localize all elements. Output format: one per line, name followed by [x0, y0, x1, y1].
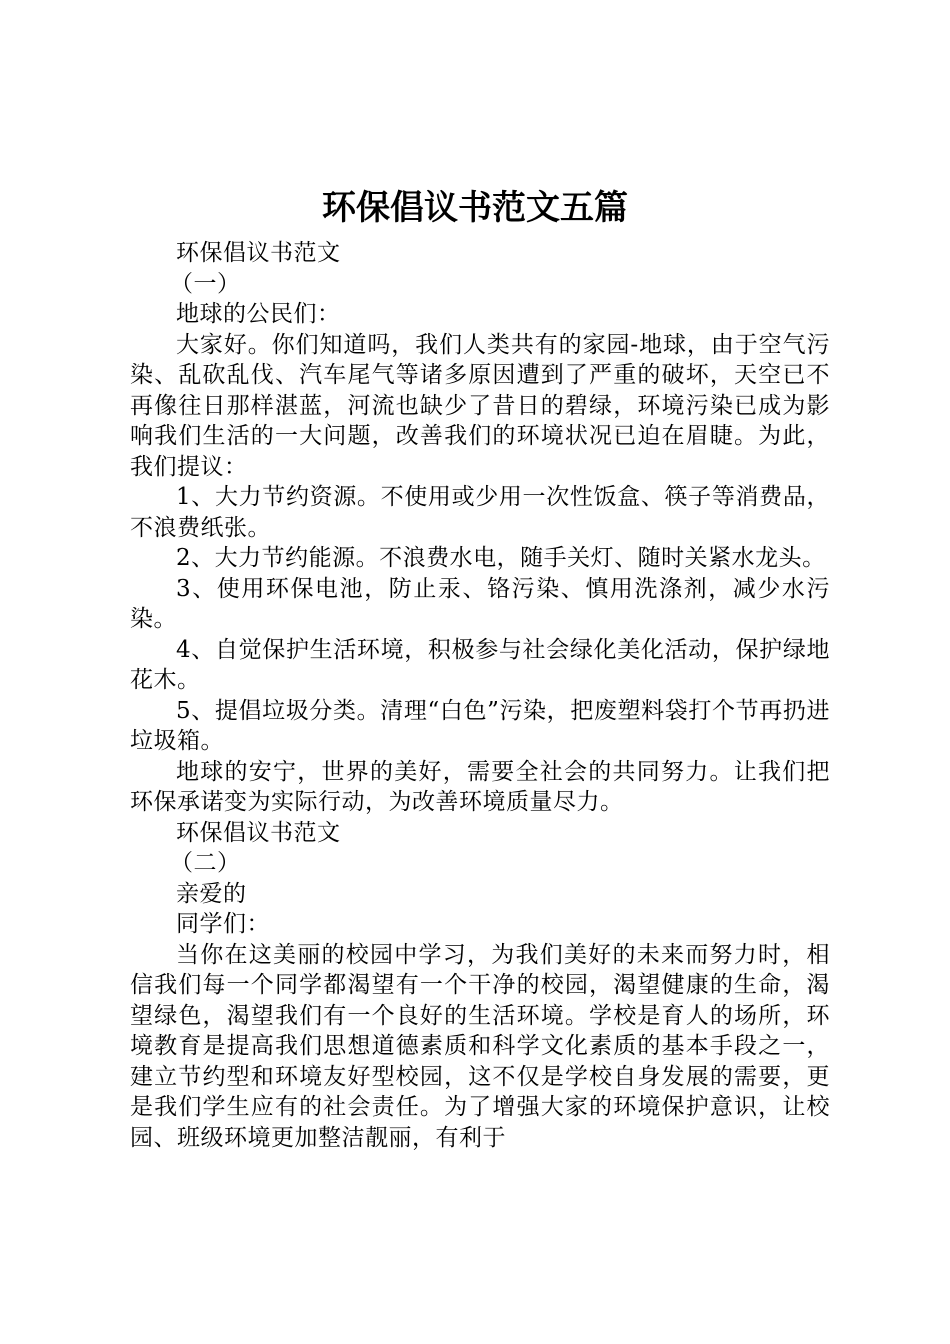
section-heading: 环保倡议书范文 [176, 240, 341, 266]
list-item: 4、自觉保护生活环境，积极参与社会绿化美化活动，保护绿地花木。 [130, 636, 830, 693]
paragraph: 地球的安宁，世界的美好，需要全社会的共同努力。让我们把环保承诺变为实际行动，为改善环境质量尽力。 [130, 758, 830, 815]
salutation: 亲爱的 [176, 880, 247, 907]
list-item: 5、提倡垃圾分类。清理“白色”污染，把废塑料袋打个节再扔进垃圾箱。 [130, 697, 830, 754]
paragraph: 大家好。你们知道吗，我们人类共有的家园-地球，由于空气污染、乱砍乱伐、汽车尾气等诸多原因遭到了严重的破坏，天空已不再像往日那样湛蓝，河流也缺少了昔日的碧绿，环境污染已成为影响我们生活的一大问题，改善我们的环境状况已迫在眉睫。为此，我们提议： [130, 331, 830, 480]
list-item: 1、大力节约资源。不使用或少用一次性饭盒、筷子等消费品，不浪费纸张。 [130, 484, 830, 541]
list-item: 2、大力节约能源。不浪费水电，随手关灯、随时关紧水龙头。 [176, 545, 826, 571]
section-heading: 环保倡议书范文 [176, 819, 341, 846]
document-body [130, 238, 830, 1153]
section-number: （二） [170, 850, 241, 876]
paragraph: 当你在这美丽的校园中学习，为我们美好的未来而努力时，相信我们每一个同学都渴望有一个干净的校园，渴望健康的生命，渴望绿色，渴望我们有一个良好的生活环境。学校是育人的场所，环境教育是提高我们思想道德素质和科学文化素质的基本手段之一，建立节约型和环境友好型校园，这不仅是学校自身发展的需要，更是我们学生应有的社会责任。为了增强大家的环境保护意识，让校园、班级环境更加整洁靓丽，有利于 [130, 941, 830, 1151]
salutation: 地球的公民们： [176, 301, 341, 327]
salutation: 同学们： [176, 911, 270, 937]
document-title: 环保倡议书范文五篇 [322, 188, 628, 228]
list-item: 3、使用环保电池，防止汞、铬污染、慎用洗涤剂，减少水污染。 [130, 575, 830, 632]
section-number: （一） [170, 270, 241, 297]
